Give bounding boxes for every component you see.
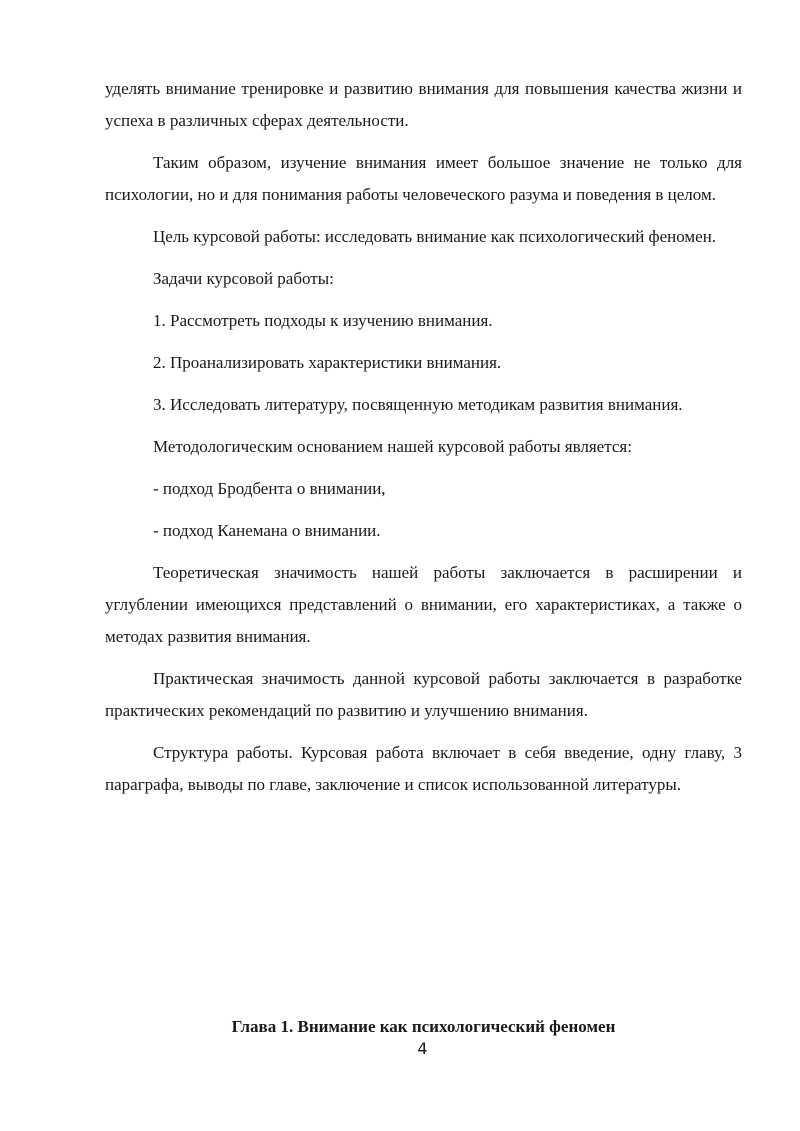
task-item-2: 2. Проанализировать характеристики внимания. (153, 353, 502, 372)
paragraph-structure: Структура работы. Курсовая работа включает в себя введение, одну главу, 3 параграфа, выводы по главе, заключение и список использованной литературы. (105, 743, 742, 794)
paragraph-methodology: Методологическим основанием нашей курсовой работы является: (153, 437, 632, 456)
paragraph-continuation: уделять внимание тренировке и развитию внимания для повышения качества жизни и успеха в различных сферах деятельности. (105, 79, 742, 130)
paragraph-theoretical-significance: Теоретическая значимость нашей работы заключается в расширении и углублении имеющихся представлений о внимании, его характеристиках, а также о методах развития внимания. (105, 563, 742, 646)
task-item-3: 3. Исследовать литературу, посвященную методикам развития внимания. (153, 395, 683, 414)
chapter-heading-text: Глава 1. Внимание как психологический феномен (231, 1017, 616, 1036)
task-item-1: 1. Рассмотреть подходы к изучению внимания. (153, 311, 493, 330)
paragraph-practical-significance: Практическая значимость данной курсовой работы заключается в разработке практических рекомендаций по развитию и улучшению внимания. (105, 669, 742, 720)
paragraph-goal: Цель курсовой работы: исследовать внимание как психологический феномен. (153, 227, 717, 246)
page-number (0, 1037, 800, 1061)
paragraph-tasks-heading: Задачи курсовой работы: (153, 269, 334, 288)
paragraph-conclusion: Таким образом, изучение внимания имеет большое значение не только для психологии, но и для понимания работы человеческого разума и поведения в целом. (105, 153, 742, 204)
methodology-item-1: - подход Бродбента о внимании, (153, 479, 386, 498)
page-number-text: 4 (417, 1039, 428, 1058)
methodology-item-2: - подход Канемана о внимании. (153, 521, 381, 540)
page-body (105, 73, 742, 811)
